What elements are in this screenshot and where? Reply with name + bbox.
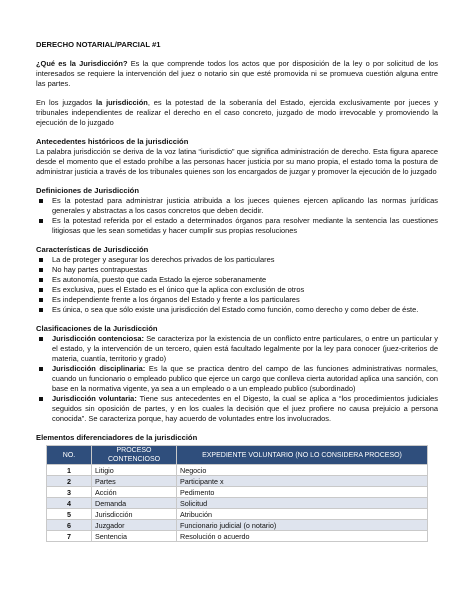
table-row bbox=[47, 498, 428, 509]
elementos-table bbox=[46, 445, 428, 542]
antecedentes-section bbox=[36, 137, 438, 177]
table-cell: Negocio bbox=[177, 465, 428, 476]
caracteristicas-list bbox=[36, 255, 438, 315]
classification-text: Se caracteriza por la existencia de un conflicto entre particulares, o entre un particular y el estado, y la intervención de un tercero, quien está facultado legalmente por la ley para conocer (juez-criterios de materia, cuantía, territorio y grado) bbox=[52, 334, 438, 363]
jurisdiction-definition-paragraph bbox=[36, 98, 438, 128]
list-item bbox=[36, 394, 438, 424]
table-cell: 1 bbox=[47, 465, 92, 476]
list-item: Es independiente frente a los órganos del Estado y frente a los particulares bbox=[36, 295, 438, 305]
table-cell: 6 bbox=[47, 520, 92, 531]
table-cell: Funcionario judicial (o notario) bbox=[177, 520, 428, 531]
table-cell: 7 bbox=[47, 531, 92, 542]
column-header-no: NO. bbox=[47, 446, 92, 465]
definition-term: la jurisdicción bbox=[96, 98, 148, 107]
definition-prefix: En los juzgados bbox=[36, 98, 96, 107]
caracteristicas-heading: Características de Jurisdicción bbox=[36, 245, 149, 254]
list-item: Es la potestad para administrar justicia atribuida a los jueces quienes ejercen aplicando las normas jurídicas generales y abstractas a los casos concretos que deben decidir. bbox=[36, 196, 438, 216]
table-cell: 5 bbox=[47, 509, 92, 520]
classification-term: Jurisdicción voluntaria: bbox=[52, 394, 137, 403]
jurisdiction-question-paragraph bbox=[36, 59, 438, 89]
table-cell: Partes bbox=[92, 476, 177, 487]
table-cell: Resolución o acuerdo bbox=[177, 531, 428, 542]
definition-text: , es la potestad de la soberanía del Estado, ejercida exclusivamente por jueces y tribunales independientes de realizar el derecho en el caso concreto, juzgado de modo irrevocable y promoviendo la ejecución de lo juzgado bbox=[36, 98, 438, 127]
elementos-section bbox=[36, 433, 438, 542]
table-row bbox=[47, 476, 428, 487]
list-item: Es única, o sea que sólo existe una jurisdicción del Estado como función, como derecho y como deber de éste. bbox=[36, 305, 438, 315]
definiciones-list bbox=[36, 196, 438, 236]
table-cell: Solicitud bbox=[177, 498, 428, 509]
table-header-row bbox=[47, 446, 428, 465]
list-item bbox=[36, 364, 438, 394]
table-cell: Acción bbox=[92, 487, 177, 498]
list-item: No hay partes contrapuestas bbox=[36, 265, 438, 275]
column-header-voluntario: EXPEDIENTE VOLUNTARIO (NO LO CONSIDERA PROCESO) bbox=[177, 446, 428, 465]
question-text: Es la que comprende todos los actos que por disposición de la ley o por solicitud de los interesados se requiere la intervención del juez o notario sin que esté promovida ni se promueva cuestión alguna entre las partes. bbox=[36, 59, 438, 88]
table-cell: Participante x bbox=[177, 476, 428, 487]
classification-text: Tiene sus antecedentes en el Digesto, la cual se aplica a “los procedimientos judiciales seguidos sin oposición de partes, y en los cuales la decisión que el juez profiere no causa prejuicio a persona conocida”. Se caracteriza porque, hay acuerdo de voluntades entre los involucrados. bbox=[52, 394, 438, 423]
table-cell: Sentencia bbox=[92, 531, 177, 542]
list-item: Es autonomía, puesto que cada Estado la ejerce soberanamente bbox=[36, 275, 438, 285]
table-cell: Atribución bbox=[177, 509, 428, 520]
definiciones-heading: Definiciones de Jurisdicción bbox=[36, 186, 139, 195]
table-row bbox=[47, 487, 428, 498]
antecedentes-text: La palabra jurisdicción se deriva de la voz latina “iurisdictio” que significa administración de derecho. Esta figura aparece desde el momento que el estado prohíbe a las personas hacer justicia por su mano propia, el estado toma la postura de administrar justicia a través de los tribunales quienes son los encargados de juzgar y promover la ejecución de lo juzgado bbox=[36, 147, 438, 176]
table-cell: 4 bbox=[47, 498, 92, 509]
clasificaciones-heading: Clasificaciones de la Jurisdicción bbox=[36, 324, 158, 333]
list-item: Es exclusiva, pues el Estado es el único que la aplica con exclusión de otros bbox=[36, 285, 438, 295]
antecedentes-heading: Antecedentes históricos de la jurisdicción bbox=[36, 137, 189, 146]
table-cell: Litigio bbox=[92, 465, 177, 476]
classification-term: Jurisdicción contenciosa: bbox=[52, 334, 144, 343]
table-row bbox=[47, 509, 428, 520]
classification-text: Es la que se practica dentro del campo de las funciones administrativas normales, cuando un funcionario o empleado publico que ejerce un cargo que conlleva cierta autoridad aplica una sanción, con base en la normativa vigente, ya sea a un empleado o a un empleado publico (subordinado) bbox=[52, 364, 438, 393]
clasificaciones-list bbox=[36, 334, 438, 424]
table-cell: Juzgador bbox=[92, 520, 177, 531]
question-label: ¿Qué es la Jurisdicción? bbox=[36, 59, 128, 68]
table-row bbox=[47, 531, 428, 542]
clasificaciones-section bbox=[36, 324, 438, 424]
table-row bbox=[47, 465, 428, 476]
classification-term: Jurisdicción disciplinaria: bbox=[52, 364, 146, 373]
list-item: La de proteger y asegurar los derechos privados de los particulares bbox=[36, 255, 438, 265]
column-header-contencioso: PROCESO CONTENCIOSO bbox=[92, 446, 177, 465]
table-cell: 3 bbox=[47, 487, 92, 498]
list-item bbox=[36, 334, 438, 364]
table-cell: Demanda bbox=[92, 498, 177, 509]
document-title: DERECHO NOTARIAL/PARCIAL #1 bbox=[36, 40, 161, 49]
definiciones-section bbox=[36, 186, 438, 236]
table-cell: Pedimento bbox=[177, 487, 428, 498]
table-cell: 2 bbox=[47, 476, 92, 487]
elementos-heading: Elementos diferenciadores de la jurisdicción bbox=[36, 433, 198, 442]
table-cell: Jurisdicción bbox=[92, 509, 177, 520]
list-item: Es la potestad referida por el estado a determinados órganos para resolver mediante la sentencia las cuestiones litigiosas que les sean sometidas y hacer cumplir sus propias resoluciones bbox=[36, 216, 438, 236]
caracteristicas-section bbox=[36, 245, 438, 315]
table-row bbox=[47, 520, 428, 531]
